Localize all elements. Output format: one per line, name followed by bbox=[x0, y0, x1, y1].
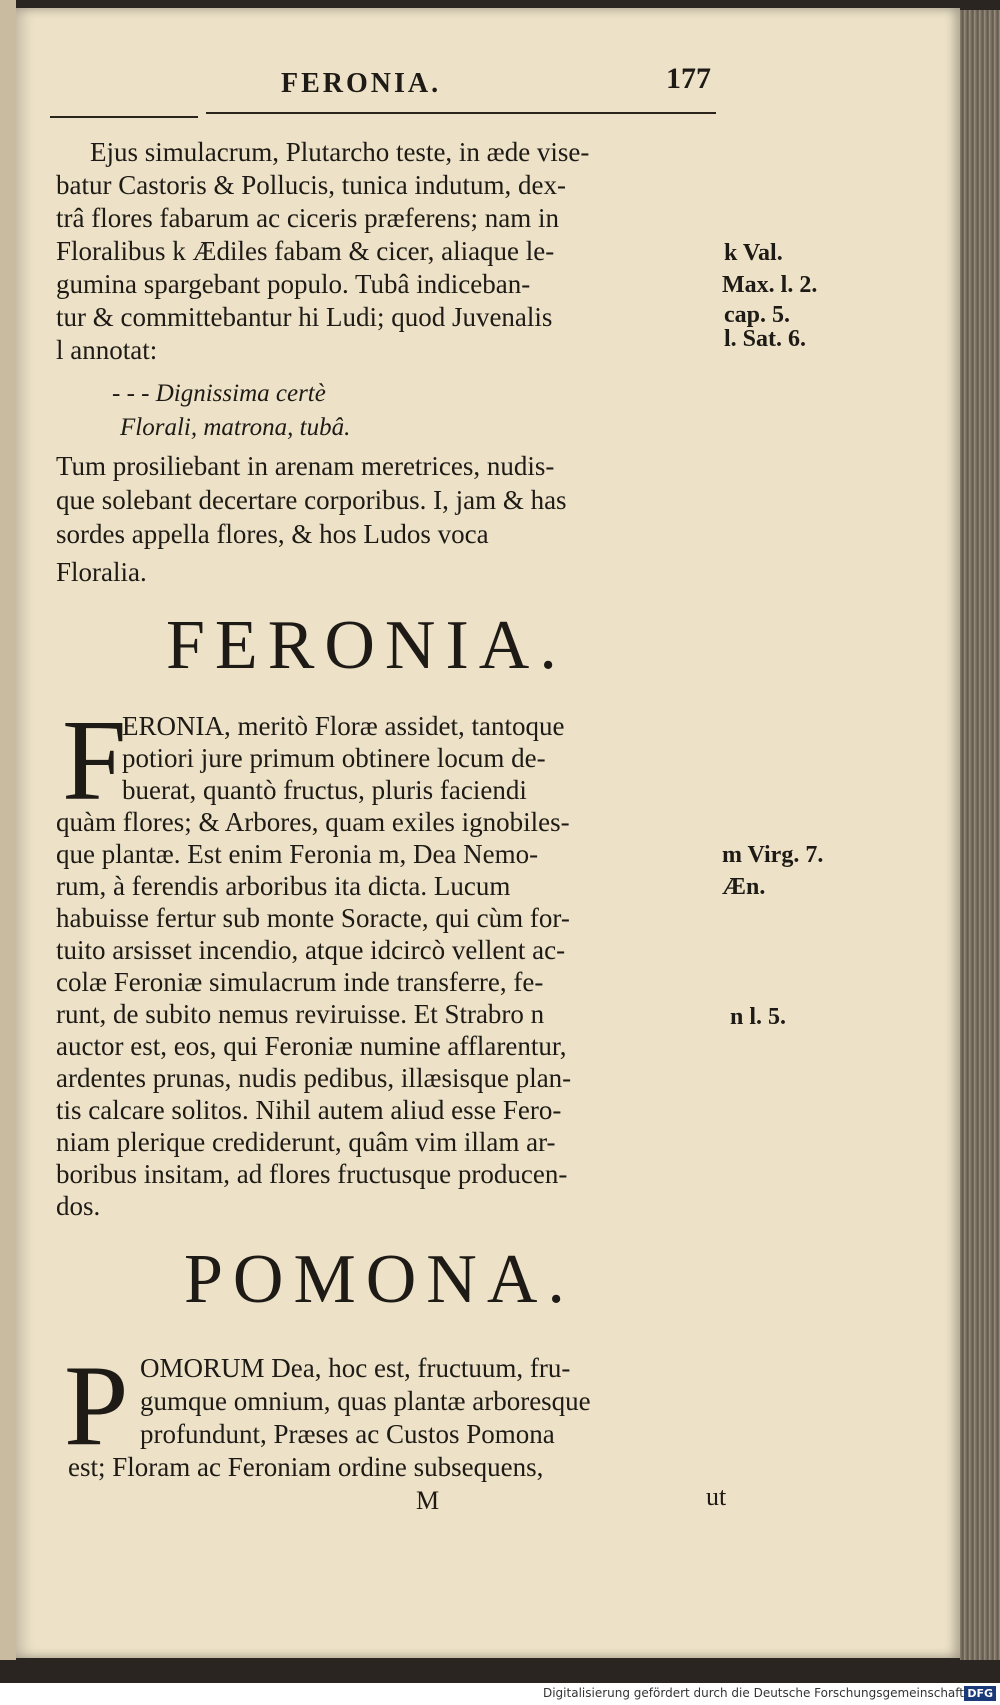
verse-line: - - - Dignissima certè bbox=[112, 380, 326, 407]
text-line: tur & committebantur hi Ludi; quod Juvenalis bbox=[56, 302, 553, 332]
text-line: ERONIA, meritò Floræ assidet, tantoque bbox=[122, 711, 565, 741]
text-line: ardentes prunas, nudis pedibus, illæsisque plan- bbox=[56, 1063, 572, 1093]
text-line: sordes appella flores, & hos Ludos voca bbox=[56, 519, 489, 549]
footer-bar bbox=[0, 1683, 1000, 1705]
catchword: ut bbox=[706, 1482, 727, 1511]
running-head: FERONIA. bbox=[281, 68, 442, 99]
margin-note: l. Sat. 6. bbox=[724, 326, 807, 352]
verse-line: Florali, matrona, tubâ. bbox=[120, 414, 351, 441]
text-line: auctor est, eos, qui Feroniæ numine afflarentur, bbox=[56, 1031, 567, 1061]
text-line: rum, à ferendis arboribus ita dicta. Lucum bbox=[56, 871, 511, 901]
book-fore-edge bbox=[960, 10, 1000, 1660]
text-line: niam plerique crediderunt, quâm vim illam ar- bbox=[56, 1127, 556, 1157]
margin-note: Æn. bbox=[722, 874, 766, 900]
text-line: Floralibus k Ædiles fabam & cicer, aliaque le- bbox=[56, 236, 555, 266]
text-line: batur Castoris & Pollucis, tunica indutum, dex- bbox=[56, 170, 566, 200]
text-line: l annotat: bbox=[56, 335, 158, 365]
margin-note: m Virg. 7. bbox=[722, 842, 824, 868]
text-line: Tum prosiliebant in arenam meretrices, nudis- bbox=[56, 451, 555, 481]
dfg-logo: DFG bbox=[964, 1686, 996, 1701]
text-line: tis calcare solitos. Nihil autem aliud esse Fero- bbox=[56, 1095, 562, 1125]
margin-note: n l. 5. bbox=[730, 1004, 787, 1030]
section-heading: POMONA. bbox=[184, 1241, 575, 1318]
text-line: potiori jure primum obtinere locum de- bbox=[122, 743, 546, 773]
text-line: dos. bbox=[56, 1191, 101, 1221]
signature-mark: M bbox=[416, 1486, 440, 1515]
text-line: trâ flores fabarum ac ciceris præferens; nam in bbox=[56, 203, 560, 233]
footer-credit: Digitalisierung gefördert durch die Deutsche Forschungsgemeinschaft bbox=[542, 1686, 964, 1700]
text-line: quàm flores; & Arbores, quam exiles ignobiles- bbox=[56, 807, 570, 837]
book-page bbox=[16, 8, 960, 1658]
text-line: que solebant decertare corporibus. I, jam & has bbox=[56, 485, 567, 515]
text-line: habuisse fertur sub monte Soracte, qui cùm for- bbox=[56, 903, 570, 933]
drop-cap: F bbox=[62, 697, 127, 825]
margin-note: cap. 5. bbox=[724, 302, 790, 328]
margin-note: k Val. bbox=[724, 240, 783, 266]
text-line: Ejus simulacrum, Plutarcho teste, in æde vise- bbox=[90, 137, 590, 167]
text-line: Floralia. bbox=[56, 557, 147, 587]
drop-cap: P bbox=[64, 1342, 129, 1470]
text-line: tuito arsisset incendio, atque idcircò vellent ac- bbox=[56, 935, 566, 965]
text-line: gumque omnium, quas plantæ arboresque bbox=[140, 1386, 591, 1416]
text-line: est; Floram ac Feroniam ordine subsequens, bbox=[68, 1452, 544, 1482]
header-rule-right bbox=[206, 112, 716, 114]
adjacent-page-edge bbox=[0, 0, 16, 1660]
text-line: profundunt, Præses ac Custos Pomona bbox=[140, 1419, 555, 1449]
text-line: OMORUM Dea, hoc est, fructuum, fru- bbox=[140, 1353, 571, 1383]
text-line: buerat, quantò fructus, pluris faciendi bbox=[122, 775, 527, 805]
text-line: colæ Feroniæ simulacrum inde transferre, fe- bbox=[56, 967, 544, 997]
text-line: runt, de subito nemus reviruisse. Et Strabro n bbox=[56, 999, 545, 1029]
text-line: boribus insitam, ad flores fructusque producen- bbox=[56, 1159, 568, 1189]
text-line: que plantæ. Est enim Feronia m, Dea Nemo- bbox=[56, 839, 539, 869]
page-number: 177 bbox=[666, 62, 711, 95]
text-line: gumina spargebant populo. Tubâ indiceban- bbox=[56, 269, 531, 299]
margin-note: Max. l. 2. bbox=[722, 272, 818, 298]
section-heading: FERONIA. bbox=[166, 607, 567, 684]
header-rule-left bbox=[50, 116, 198, 118]
